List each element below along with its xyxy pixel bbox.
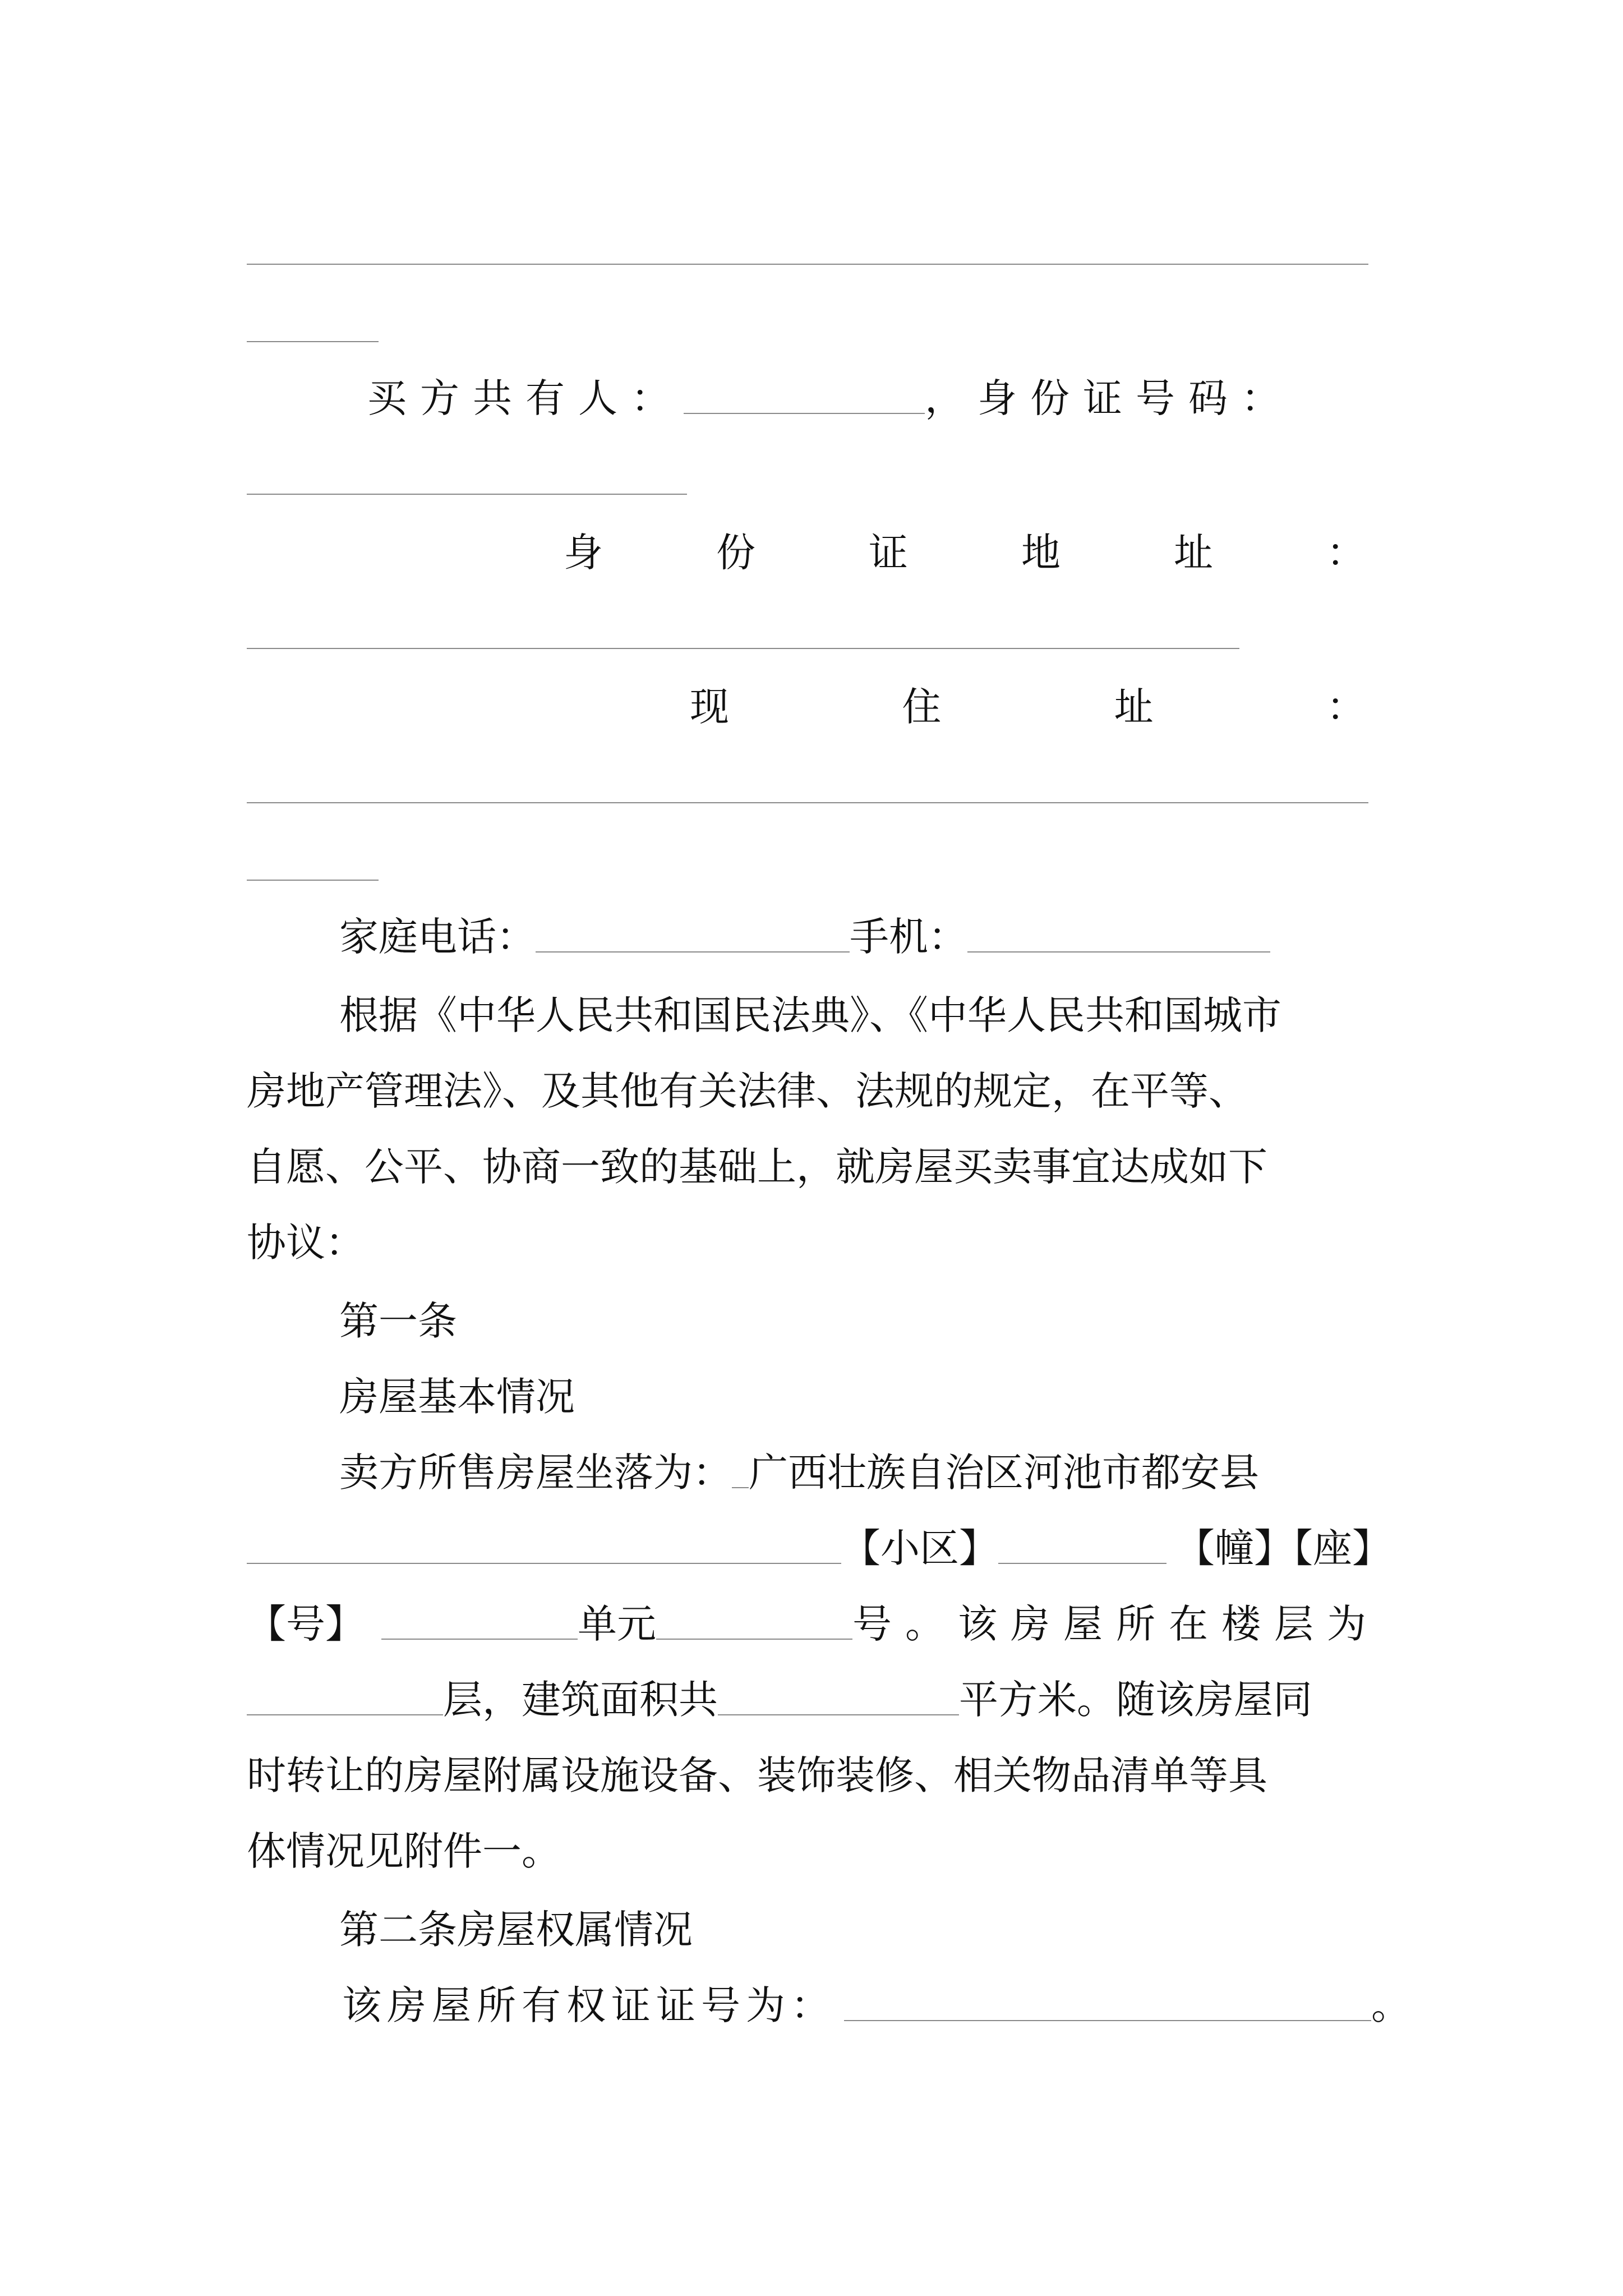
- preamble-line-2: 房地产管理法》、及其他有关法律、法规的规定，在平等、: [247, 1068, 1248, 1114]
- area-label: 平方米。随该房屋同: [959, 1677, 1312, 1723]
- number-blank: [381, 1639, 578, 1640]
- transfer-line: 时转让的房屋附属设施设备、装饰装修、相关物品清单等具: [247, 1752, 1267, 1798]
- article-1-title: 房屋基本情况: [339, 1374, 575, 1420]
- blank-line: [247, 264, 1368, 265]
- certificate-line: [342, 1982, 1410, 2028]
- floor-area-line: [247, 1677, 1312, 1723]
- area-blank: [718, 1714, 959, 1715]
- location-label: 卖方所售房屋坐落为：: [339, 1450, 732, 1496]
- blank-line: [247, 880, 379, 881]
- mobile-blank: [967, 951, 1270, 953]
- floor-blank: [247, 1714, 443, 1715]
- preamble-line-1: 根据《中华人民共和国民法典》、《中华人民共和国城市: [339, 992, 1281, 1038]
- community-label: 【小区】: [841, 1525, 998, 1571]
- id-address-line: 身 份 证 地 址 ：: [564, 530, 1366, 576]
- article-1-heading: 第一条: [339, 1298, 457, 1344]
- certificate-end: 。: [1371, 1982, 1410, 2028]
- coowner-id-label: ，身份证号码：: [925, 375, 1294, 421]
- address-blank: [247, 1563, 841, 1564]
- certificate-label: 该房屋所有权证证号为：: [342, 1982, 836, 2028]
- current-address-line: 现 住 址 ：: [690, 684, 1366, 730]
- blank-line: [247, 802, 1368, 803]
- location-value: 广西壮族自治区河池市都安县: [749, 1450, 1259, 1496]
- blank-line: [247, 341, 379, 342]
- buyer-coowner-line: [367, 375, 1294, 421]
- preamble-line-3: 自愿、公平、协商一致的基础上，就房屋买卖事宜达成如下: [247, 1144, 1267, 1190]
- coowner-name-blank: [684, 413, 925, 414]
- floor-label: 层，建筑面积共: [443, 1677, 718, 1723]
- home-phone-blank: [536, 951, 850, 953]
- number-label: 【号】: [247, 1601, 365, 1647]
- unit-line: [247, 1601, 1380, 1647]
- coowner-name-label: 买方共有人：: [367, 375, 684, 421]
- blank-line: [247, 648, 1239, 649]
- unit-blank: [656, 1639, 852, 1640]
- building-label: 【幢】【座】: [1175, 1525, 1391, 1571]
- mobile-label: 手机：: [850, 914, 967, 960]
- blank-line: [247, 494, 687, 495]
- preamble-line-4: 协议：: [247, 1220, 365, 1266]
- home-phone-label: 家庭电话：: [339, 914, 536, 960]
- annex-line: 体情况见附件一。: [247, 1828, 561, 1874]
- community-blank: [998, 1563, 1166, 1564]
- location-blank: [732, 1487, 749, 1488]
- property-location-line: [339, 1450, 1259, 1496]
- room-label: 号。该房屋所在楼层为: [852, 1601, 1380, 1647]
- community-line: [247, 1525, 1391, 1571]
- unit-label: 单元: [578, 1601, 656, 1647]
- article-2-title: 第二条房屋权属情况: [339, 1907, 693, 1953]
- phone-line: [339, 914, 1270, 960]
- certificate-blank: [844, 2020, 1371, 2021]
